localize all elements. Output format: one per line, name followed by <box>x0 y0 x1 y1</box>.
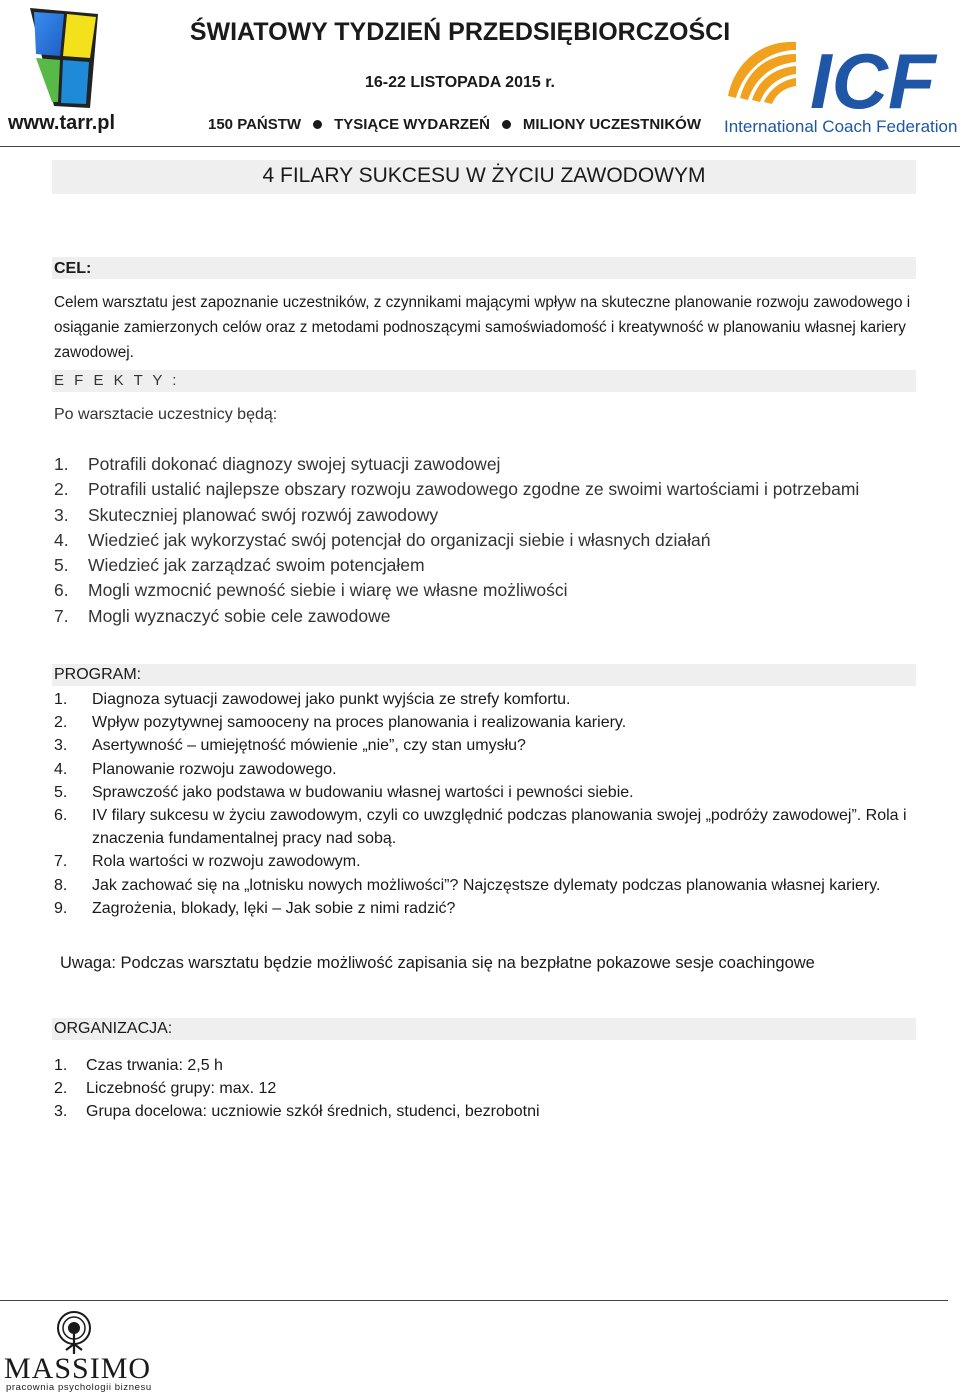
list-item <box>54 604 954 629</box>
list-text: Rola wartości w rozwoju zawodowym. <box>92 853 361 871</box>
list-number: 2. <box>54 714 68 732</box>
footer-divider <box>0 1300 948 1301</box>
list-item <box>54 850 914 873</box>
list-text: Asertywność – umiejętność mówienie „nie”, czy stan umysłu? <box>92 737 526 755</box>
efekty-band <box>52 370 916 392</box>
list-number: 4. <box>54 529 69 550</box>
list-number: 1. <box>54 691 68 708</box>
list-text: Mogli wyznaczyć sobie cele zawodowe <box>88 605 391 626</box>
organizacja-band <box>52 1018 916 1040</box>
list-number: 3. <box>54 504 69 525</box>
list-text: Skuteczniej planować swój rozwój zawodowy <box>88 504 439 525</box>
event-dates: 16-22 LISTOPADA 2015 r. <box>364 74 555 91</box>
list-text: Grupa docelowa: uczniowie szkół średnich, studenci, bezrobotni <box>86 1103 540 1121</box>
list-item <box>54 758 914 781</box>
list-text: Jak zachować się na „lotnisku nowych możliwości”? Najczęstsze dylematy podczas planowania własnej kariery. <box>92 876 881 894</box>
list-number: 1. <box>54 454 69 474</box>
list-item <box>54 503 954 528</box>
tree-icon <box>50 1310 98 1356</box>
list-number: 7. <box>54 853 68 871</box>
efekty-list <box>54 452 954 629</box>
bullet-icon <box>502 120 511 129</box>
event-title: ŚWIATOWY TYDZIEŃ PRZEDSIĘBIORCZOŚCI <box>189 18 731 46</box>
list-text: Diagnoza sytuacji zawodowej jako punkt wyjścia ze strefy komfortu. <box>92 691 571 708</box>
efekty-heading: E F E K T Y : <box>54 372 180 389</box>
list-text: Planowanie rozwoju zawodowego. <box>92 760 337 778</box>
list-number: 6. <box>54 580 69 601</box>
efekty-intro: Po warsztacie uczestnicy będą: <box>54 406 278 423</box>
list-number: 5. <box>54 783 68 801</box>
event-tag: 150 PAŃSTW <box>208 116 302 133</box>
list-item <box>54 897 914 920</box>
list-text: Liczebność grupy: max. 12 <box>86 1080 277 1098</box>
icf-full-name: International Coach Federation <box>724 117 958 136</box>
list-number: 5. <box>54 555 69 576</box>
bullet-icon <box>313 120 322 129</box>
program-heading: PROGRAM: <box>54 666 142 683</box>
list-item <box>54 874 914 897</box>
list-number: 1. <box>54 1057 68 1074</box>
list-number: 6. <box>54 807 68 825</box>
header-divider <box>0 146 960 147</box>
list-text: IV filary sukcesu w życiu zawodowym, czyli co uwzględnić podczas planowania swojej „podróży zawodowej”. Rola i znaczenia fundamentalnej pracy nad sobą. <box>92 807 907 848</box>
list-number: 7. <box>54 605 69 626</box>
icf-logo-letters: ICF <box>810 37 936 125</box>
page-title: 4 FILARY SUKCESU W ŻYCIU ZAWODOWYM <box>262 164 706 187</box>
program-list <box>54 688 914 920</box>
list-item <box>54 1054 914 1077</box>
website-link[interactable]: www.tarr.pl <box>8 112 116 134</box>
list-number: 2. <box>54 479 69 500</box>
list-number: 8. <box>54 876 68 894</box>
cel-paragraph: Celem warsztatu jest zapoznanie uczestników, z czynnikami mającymi wpływ na skuteczne planowanie rozwoju zawodowego i osiąganie zamierzonych celów oraz z metodami podnoszącymi samoświadomość i kreatywność w planowaniu własnej kariery zawodowej. <box>54 294 911 361</box>
list-number: 3. <box>54 1103 68 1121</box>
event-tags <box>208 116 701 133</box>
list-number: 3. <box>54 737 68 755</box>
list-text: Wpływ pozytywnej samooceny na proces planowania i realizowania kariery. <box>92 714 627 732</box>
list-item <box>54 781 914 804</box>
list-number: 2. <box>54 1080 68 1098</box>
list-item <box>54 528 954 553</box>
organizacja-heading: ORGANIZACJA: <box>54 1020 173 1037</box>
list-number: 9. <box>54 899 68 917</box>
list-text: Wiedzieć jak wykorzystać swój potencjał do organizacji siebie i własnych działań <box>88 529 711 550</box>
list-text: Potrafili ustalić najlepsze obszary rozwoju zawodowego zgodne ze swoimi wartościami i potrzebami <box>88 479 860 500</box>
program-band <box>52 664 916 686</box>
list-item <box>54 711 914 734</box>
list-item <box>54 1077 914 1100</box>
list-text: Sprawczość jako podstawa w budowaniu własnej wartości i pewności siebie. <box>92 783 634 801</box>
list-item <box>54 734 914 757</box>
list-text: Wiedzieć jak zarządzać swoim potencjałem <box>88 555 425 576</box>
icf-logo <box>722 34 958 136</box>
list-text: Potrafili dokonać diagnozy swojej sytuacji zawodowej <box>88 454 501 474</box>
list-item <box>54 688 914 711</box>
list-item <box>54 578 954 603</box>
list-number: 4. <box>54 760 68 778</box>
note-text: Uwaga: Podczas warsztatu będzie możliwość zapisania się na bezpłatne pokazowe sesje coachingowe <box>60 954 815 972</box>
footer-brand: MASSIMO <box>4 1352 152 1385</box>
list-item <box>54 477 954 502</box>
cel-band <box>52 257 916 279</box>
list-text: Zagrożenia, blokady, lęki – Jak sobie z nimi radzić? <box>92 899 456 917</box>
list-item <box>54 1100 914 1123</box>
list-item <box>54 804 914 850</box>
list-item <box>54 553 954 578</box>
list-item <box>54 452 954 477</box>
footer-subtitle: pracownia psychologii biznesu <box>6 1382 152 1393</box>
event-tag: MILIONY UCZESTNIKÓW <box>522 116 701 133</box>
organizacja-list <box>54 1054 914 1124</box>
cel-heading: CEL: <box>54 260 92 277</box>
list-text: Czas trwania: 2,5 h <box>86 1057 223 1074</box>
tarr-logo <box>24 4 104 112</box>
list-text: Mogli wzmocnić pewność siebie i wiarę we własne możliwości <box>88 580 568 601</box>
event-tag: TYSIĄCE WYDARZEŃ <box>334 116 490 133</box>
